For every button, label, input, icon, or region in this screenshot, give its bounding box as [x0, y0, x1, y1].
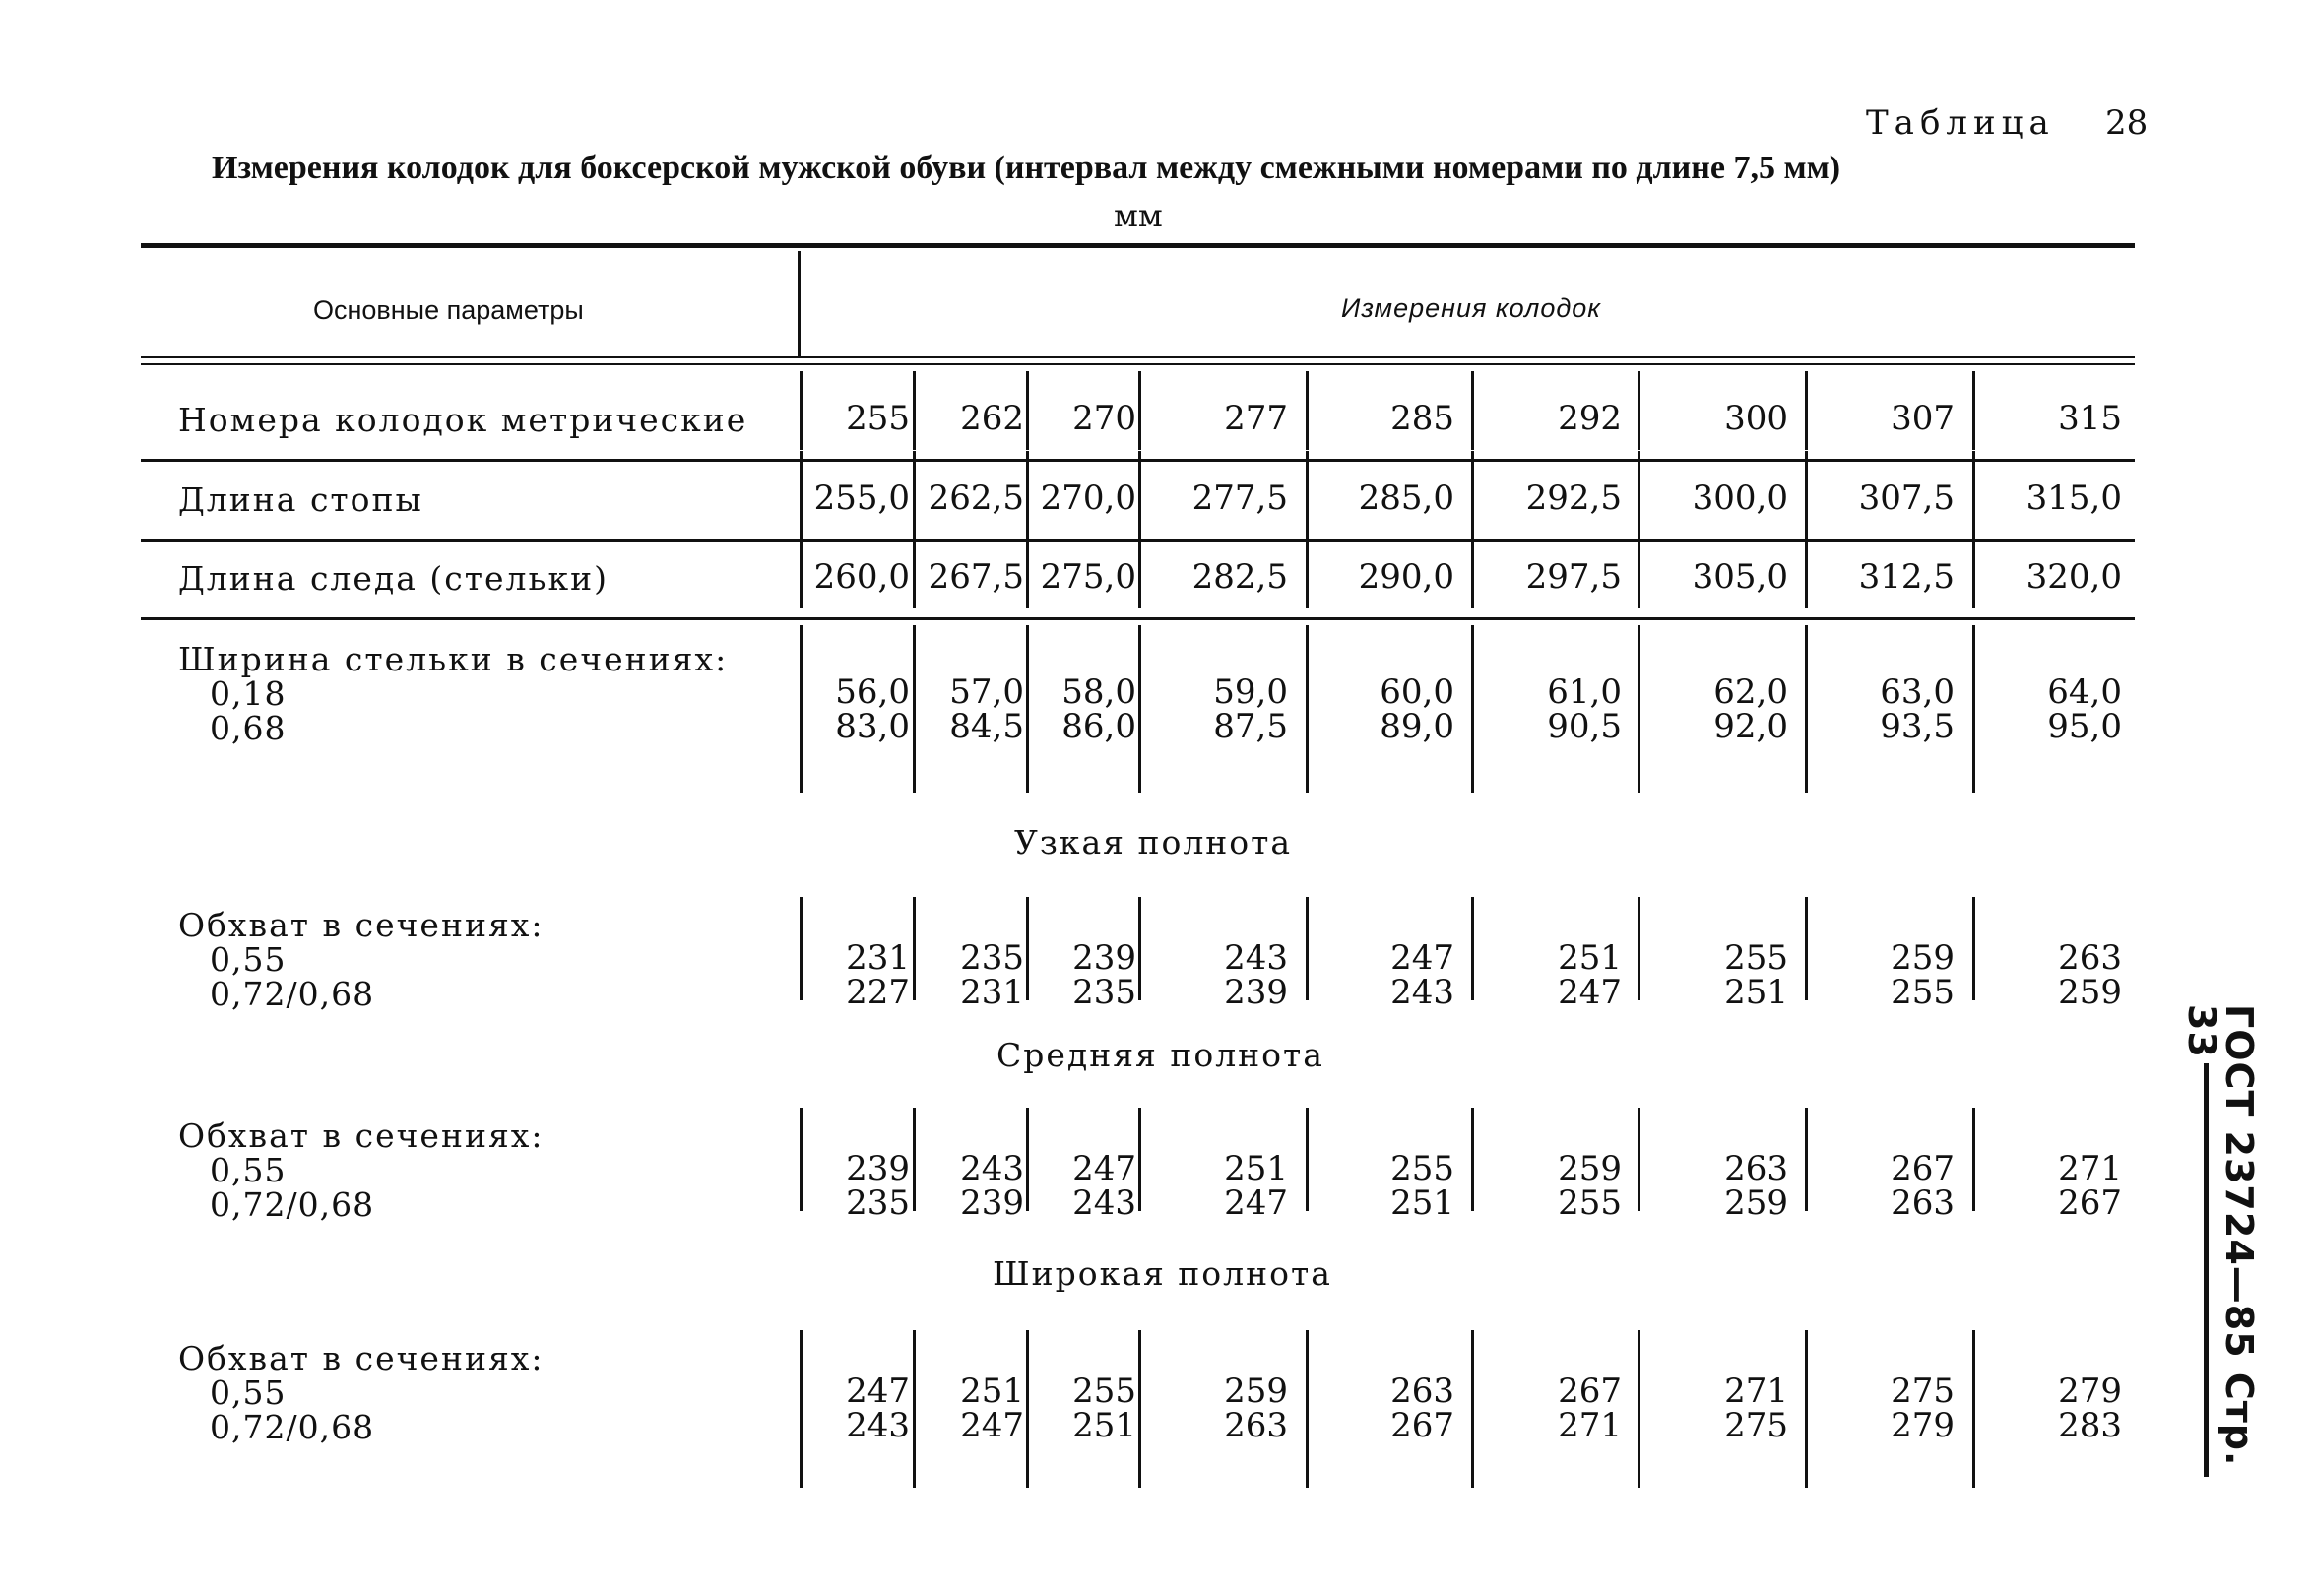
section-2-a-cell: 263 [1390, 1372, 1454, 1411]
table-number: 28 [2105, 103, 2149, 143]
row-1-cell: 262,5 [928, 479, 1024, 518]
header-divider [798, 251, 801, 356]
width-b-cell: 95,0 [2047, 707, 2122, 746]
section-title: Широкая полнота [993, 1254, 1332, 1293]
girth-label: Обхват в сечениях: [178, 906, 545, 944]
header-bottom-rule-2 [141, 363, 2135, 365]
section-0-col-divider [1638, 897, 1640, 1000]
section-1-col-divider [1306, 1108, 1309, 1211]
row-0-cell: 255 [846, 399, 910, 438]
row-1-cell: 270,0 [1040, 479, 1136, 518]
section-2-a-cell: 247 [846, 1372, 910, 1411]
table-caption: Измерения колодок для боксерской мужской обуви (интервал между смежными номерами по длине 7,5 мм) [212, 150, 1841, 186]
row-0-col-divider [1026, 371, 1029, 450]
row-1-cell: 277,5 [1191, 479, 1288, 518]
row-1-col-divider [913, 451, 916, 530]
section-2-a-cell: 275 [1891, 1372, 1955, 1411]
row-2-cell: 312,5 [1858, 557, 1955, 597]
width-col-divider [1972, 625, 1975, 793]
section-1-b-cell: 267 [2058, 1183, 2122, 1223]
girth-label: Обхват в сечениях: [178, 1117, 545, 1155]
section-2-a-cell: 267 [1558, 1372, 1622, 1411]
girth-label: Обхват в сечениях: [178, 1339, 545, 1377]
section-2-col-divider [1138, 1330, 1141, 1488]
row-2-col-divider [1026, 530, 1029, 608]
width-a-cell: 64,0 [2047, 672, 2122, 712]
section-0-a-cell: 255 [1724, 938, 1788, 978]
width-col-divider [1471, 625, 1474, 793]
row-label: Номера колодок метрические [178, 401, 748, 439]
girth-sub-072: 0,72/0,68 [210, 975, 375, 1013]
row-0-col-divider [1805, 371, 1808, 450]
header-measurements: Измерения колодок [1341, 293, 1602, 323]
row-0-col-divider [800, 371, 803, 450]
width-a-cell: 56,0 [835, 672, 910, 712]
section-0-a-cell: 243 [1224, 938, 1288, 978]
width-b-cell: 87,5 [1213, 707, 1288, 746]
section-1-b-cell: 255 [1558, 1183, 1622, 1223]
width-a-cell: 61,0 [1547, 672, 1622, 712]
section-1-col-divider [1972, 1108, 1975, 1211]
section-0-col-divider [1138, 897, 1141, 1000]
section-0-col-divider [1972, 897, 1975, 1000]
row-0-col-divider [1972, 371, 1975, 450]
section-0-b-cell: 231 [960, 973, 1024, 1012]
section-2-a-cell: 255 [1072, 1372, 1136, 1411]
width-col-divider [1138, 625, 1141, 793]
section-1-a-cell: 263 [1724, 1149, 1788, 1188]
section-0-col-divider [1471, 897, 1474, 1000]
section-2-col-divider [1638, 1330, 1640, 1488]
section-2-b-cell: 271 [1558, 1406, 1622, 1445]
width-sub-018: 0,18 [210, 674, 287, 713]
girth-sub-055: 0,55 [210, 1373, 287, 1412]
section-0-b-cell: 239 [1224, 973, 1288, 1012]
section-1-col-divider [1805, 1108, 1808, 1211]
width-col-divider [800, 625, 803, 793]
section-2-col-divider [1026, 1330, 1029, 1488]
row-rule [141, 617, 2135, 620]
section-0-a-cell: 231 [846, 938, 910, 978]
row-2-col-divider [1638, 530, 1640, 608]
section-1-a-cell: 243 [960, 1149, 1024, 1188]
width-sub-068: 0,68 [210, 709, 287, 747]
section-0-b-cell: 243 [1390, 973, 1454, 1012]
row-2-col-divider [913, 530, 916, 608]
width-a-cell: 60,0 [1380, 672, 1454, 712]
width-b-cell: 84,5 [949, 707, 1024, 746]
section-1-b-cell: 259 [1724, 1183, 1788, 1223]
row-2-cell: 275,0 [1040, 557, 1136, 597]
section-1-col-divider [1638, 1108, 1640, 1211]
section-1-col-divider [800, 1108, 803, 1211]
section-1-a-cell: 267 [1891, 1149, 1955, 1188]
row-2-cell: 320,0 [2025, 557, 2122, 597]
section-2-a-cell: 279 [2058, 1372, 2122, 1411]
width-a-cell: 58,0 [1061, 672, 1136, 712]
section-1-a-cell: 251 [1224, 1149, 1288, 1188]
girth-sub-072: 0,72/0,68 [210, 1185, 375, 1224]
row-2-cell: 267,5 [928, 557, 1024, 597]
side-running-header: ГОСТ 23724—85 Стр. 33 [2180, 1004, 2261, 1467]
width-label: Ширина стельки в сечениях: [178, 640, 729, 678]
row-0-col-divider [1306, 371, 1309, 450]
row-label: Длина следа (стельки) [178, 559, 609, 598]
section-2-b-cell: 243 [846, 1406, 910, 1445]
row-label: Длина стопы [178, 480, 423, 519]
row-1-cell: 300,0 [1692, 479, 1788, 518]
width-col-divider [1638, 625, 1640, 793]
width-b-cell: 90,5 [1547, 707, 1622, 746]
row-2-col-divider [1972, 530, 1975, 608]
row-1-cell: 307,5 [1858, 479, 1955, 518]
row-0-cell: 262 [960, 399, 1024, 438]
width-b-cell: 89,0 [1380, 707, 1454, 746]
row-2-col-divider [1138, 530, 1141, 608]
table-label: Таблица [1866, 103, 2055, 143]
section-2-col-divider [800, 1330, 803, 1488]
header-params: Основные параметры [313, 295, 584, 325]
row-1-col-divider [1138, 451, 1141, 530]
row-0-col-divider [913, 371, 916, 450]
row-0-cell: 270 [1072, 399, 1136, 438]
section-0-col-divider [1026, 897, 1029, 1000]
section-2-col-divider [913, 1330, 916, 1488]
row-2-col-divider [1805, 530, 1808, 608]
row-0-col-divider [1138, 371, 1141, 450]
row-1-col-divider [1026, 451, 1029, 530]
row-1-cell: 285,0 [1358, 479, 1454, 518]
section-0-a-cell: 239 [1072, 938, 1136, 978]
section-2-col-divider [1805, 1330, 1808, 1488]
section-0-a-cell: 263 [2058, 938, 2122, 978]
side-rule [2204, 1063, 2209, 1477]
width-col-divider [913, 625, 916, 793]
girth-sub-072: 0,72/0,68 [210, 1408, 375, 1446]
row-1-cell: 255,0 [813, 479, 910, 518]
width-a-cell: 62,0 [1713, 672, 1788, 712]
section-0-a-cell: 247 [1390, 938, 1454, 978]
row-1-col-divider [1638, 451, 1640, 530]
width-a-cell: 57,0 [949, 672, 1024, 712]
width-b-cell: 86,0 [1061, 707, 1136, 746]
section-0-b-cell: 255 [1891, 973, 1955, 1012]
width-b-cell: 92,0 [1713, 707, 1788, 746]
section-1-a-cell: 247 [1072, 1149, 1136, 1188]
row-2-col-divider [1471, 530, 1474, 608]
section-1-b-cell: 263 [1891, 1183, 1955, 1223]
section-title: Узкая полнота [1014, 823, 1293, 862]
section-0-b-cell: 251 [1724, 973, 1788, 1012]
row-0-cell: 307 [1891, 399, 1955, 438]
row-1-col-divider [1805, 451, 1808, 530]
section-0-b-cell: 235 [1072, 973, 1136, 1012]
section-0-a-cell: 259 [1891, 938, 1955, 978]
row-2-cell: 290,0 [1358, 557, 1454, 597]
row-2-cell: 297,5 [1525, 557, 1622, 597]
section-2-b-cell: 279 [1891, 1406, 1955, 1445]
row-0-cell: 285 [1390, 399, 1454, 438]
section-0-col-divider [800, 897, 803, 1000]
section-1-col-divider [913, 1108, 916, 1211]
top-rule [141, 243, 2135, 248]
section-1-b-cell: 243 [1072, 1183, 1136, 1223]
row-1-cell: 315,0 [2025, 479, 2122, 518]
width-col-divider [1026, 625, 1029, 793]
section-0-a-cell: 235 [960, 938, 1024, 978]
section-2-b-cell: 267 [1390, 1406, 1454, 1445]
section-0-col-divider [1306, 897, 1309, 1000]
row-1-col-divider [1972, 451, 1975, 530]
section-1-col-divider [1138, 1108, 1141, 1211]
header-bottom-rule-1 [141, 356, 2135, 358]
section-0-col-divider [1805, 897, 1808, 1000]
section-1-a-cell: 259 [1558, 1149, 1622, 1188]
girth-sub-055: 0,55 [210, 1151, 287, 1189]
section-1-col-divider [1026, 1108, 1029, 1211]
width-b-cell: 83,0 [835, 707, 910, 746]
width-col-divider [1306, 625, 1309, 793]
row-2-cell: 305,0 [1692, 557, 1788, 597]
section-1-a-cell: 255 [1390, 1149, 1454, 1188]
section-2-b-cell: 275 [1724, 1406, 1788, 1445]
width-b-cell: 93,5 [1880, 707, 1955, 746]
row-0-cell: 277 [1224, 399, 1288, 438]
section-1-a-cell: 271 [2058, 1149, 2122, 1188]
section-1-b-cell: 251 [1390, 1183, 1454, 1223]
row-0-cell: 315 [2058, 399, 2122, 438]
row-2-cell: 260,0 [813, 557, 910, 597]
row-2-col-divider [1306, 530, 1309, 608]
section-2-col-divider [1306, 1330, 1309, 1488]
section-title: Средняя полнота [996, 1036, 1324, 1074]
section-2-a-cell: 271 [1724, 1372, 1788, 1411]
girth-sub-055: 0,55 [210, 940, 287, 979]
section-2-b-cell: 247 [960, 1406, 1024, 1445]
section-0-b-cell: 247 [1558, 973, 1622, 1012]
row-1-col-divider [800, 451, 803, 530]
width-a-cell: 59,0 [1213, 672, 1288, 712]
section-1-b-cell: 239 [960, 1183, 1024, 1223]
section-1-a-cell: 239 [846, 1149, 910, 1188]
section-2-b-cell: 283 [2058, 1406, 2122, 1445]
row-1-cell: 292,5 [1525, 479, 1622, 518]
row-2-col-divider [800, 530, 803, 608]
section-0-a-cell: 251 [1558, 938, 1622, 978]
section-0-b-cell: 227 [846, 973, 910, 1012]
row-0-cell: 292 [1558, 399, 1622, 438]
section-0-b-cell: 259 [2058, 973, 2122, 1012]
width-a-cell: 63,0 [1880, 672, 1955, 712]
row-1-col-divider [1306, 451, 1309, 530]
section-0-col-divider [913, 897, 916, 1000]
row-1-col-divider [1471, 451, 1474, 530]
section-2-col-divider [1471, 1330, 1474, 1488]
section-2-a-cell: 251 [960, 1372, 1024, 1411]
width-col-divider [1805, 625, 1808, 793]
section-2-col-divider [1972, 1330, 1975, 1488]
section-1-b-cell: 235 [846, 1183, 910, 1223]
section-2-b-cell: 263 [1224, 1406, 1288, 1445]
section-1-col-divider [1471, 1108, 1474, 1211]
section-2-a-cell: 259 [1224, 1372, 1288, 1411]
section-1-b-cell: 247 [1224, 1183, 1288, 1223]
row-2-cell: 282,5 [1191, 557, 1288, 597]
row-0-col-divider [1471, 371, 1474, 450]
row-0-cell: 300 [1724, 399, 1788, 438]
units-label: мм [1114, 197, 1163, 234]
row-0-col-divider [1638, 371, 1640, 450]
section-2-b-cell: 251 [1072, 1406, 1136, 1445]
